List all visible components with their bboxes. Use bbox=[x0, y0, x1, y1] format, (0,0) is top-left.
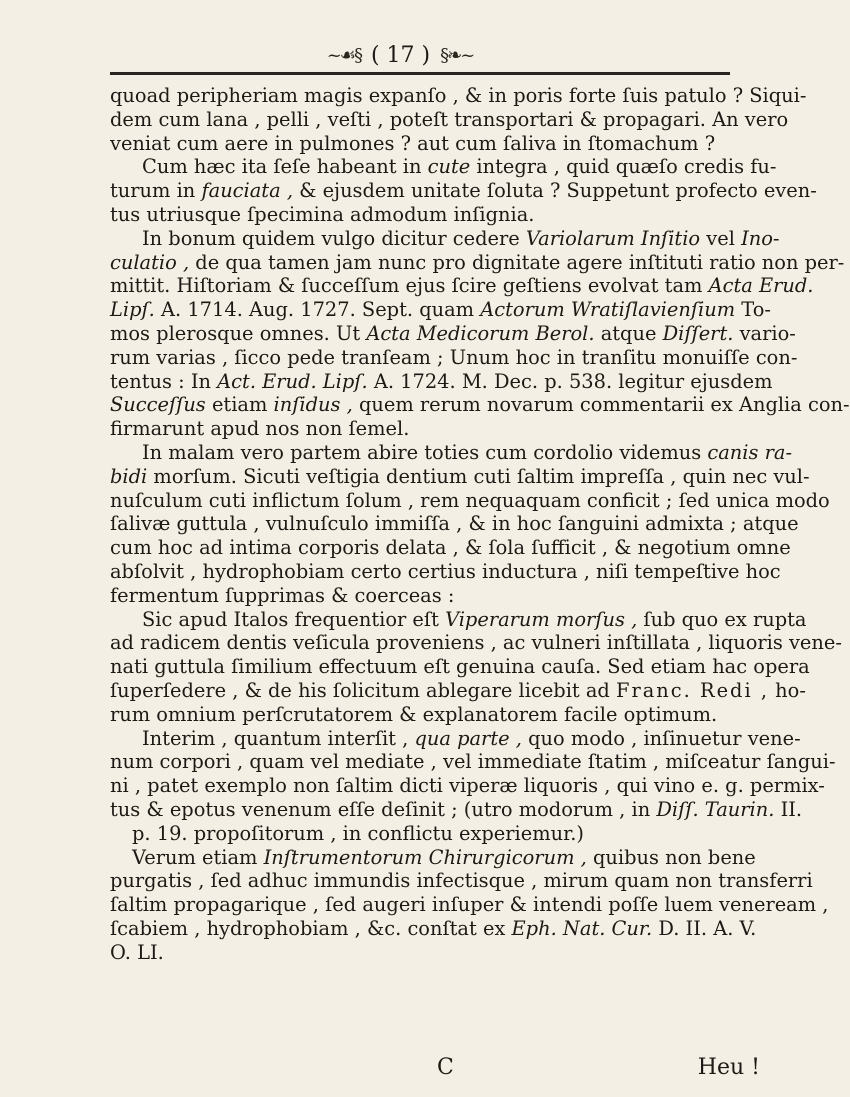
text-line: tentus : In Act. Erud. Lipſ. A. 1724. M. Dec. p. 538. legitur ejusdem bbox=[110, 369, 773, 393]
text-line: Lipſ. A. 1714. Aug. 1727. Sept. quam Actorum Wratiſlavienſium To- bbox=[110, 298, 771, 322]
running-header bbox=[0, 38, 800, 72]
text-line: bidi morſum. Sicuti veſtigia dentium cuti ſaltim impreſſa , quin nec vul- bbox=[110, 464, 810, 488]
text-line: Interim , quantum interſit , qua parte , quo modo , inſinuetur vene- bbox=[142, 726, 801, 750]
text-line: In bonum quidem vulgo dicitur cedere Variolarum Inſitio vel Ino- bbox=[142, 226, 780, 250]
text-line: firmarunt apud nos non ſemel. bbox=[110, 417, 410, 441]
catchword: Heu ! bbox=[697, 1055, 760, 1080]
text-line: ſaltim propagarique , ſed augeri inſuper & intendi poſſe luem veneream , bbox=[110, 893, 829, 917]
ornament-right: §❧~ bbox=[440, 44, 474, 66]
text-line: Cum hæc ita ſeſe habeant in cute integra , quid quæſo credis fu- bbox=[142, 155, 777, 179]
text-line: veniat cum aere in pulmones ? aut cum ſaliva in ſtomachum ? bbox=[110, 131, 716, 155]
text-line: abſolvit , hydrophobiam certo certius inductura , niſi tempeſtive hoc bbox=[110, 559, 781, 583]
text-line: cum hoc ad intima corporis delata , & ſola ſufficit , & negotium omne bbox=[110, 536, 791, 560]
body-text bbox=[110, 84, 850, 964]
text-line: rum omnium perſcrutatorem & explanatorem facile optimum. bbox=[110, 702, 718, 726]
text-line: purgatis , ſed adhuc immundis infectisque , mirum quam non transferri bbox=[110, 869, 813, 893]
text-line: dem cum lana , pelli , veſti , poteſt transportari & propagari. An vero bbox=[110, 107, 789, 131]
text-line: tus utriusque ſpecimina admodum inſignia. bbox=[110, 202, 535, 226]
text-line: rum varias , ſicco pede tranſeam ; Unum hoc in tranſitu monuiſſe con- bbox=[110, 345, 798, 369]
text-line: ſcabiem , hydrophobiam , &c. conſtat ex Eph. Nat. Cur. D. II. A. V. bbox=[110, 916, 757, 940]
text-line: nati guttula ſimilium effectuum eſt genuina cauſa. Sed etiam hac opera bbox=[110, 655, 810, 679]
text-line: turum in fauciata , & ejusdem unitate ſoluta ? Suppetunt profecto even- bbox=[110, 179, 817, 203]
ornament-left: ~☙§ bbox=[326, 44, 361, 66]
text-line: fermentum ſupprimas & coerceas : bbox=[110, 583, 455, 607]
text-line: Sic apud Italos frequentior eſt Viperarum morſus , ſub quo ex rupta bbox=[142, 607, 807, 631]
text-line: In malam vero partem abire toties cum cordolio videmus canis ra- bbox=[142, 440, 792, 464]
text-line: nuſculum cuti inflictum ſolum , rem nequaquam conficit ; ſed unica modo bbox=[110, 488, 830, 512]
signature-mark: C bbox=[437, 1055, 454, 1080]
text-line: culatio , de qua tamen jam nunc pro dignitate agere inſtituti ratio non per- bbox=[110, 250, 845, 274]
page-footer bbox=[0, 1055, 800, 1085]
text-line: mos plerosque omnes. Ut Acta Medicorum Berol. atque Diſſert. vario- bbox=[110, 321, 796, 345]
text-line: Verum etiam Inſtrumentorum Chirurgicorum , quibus non bene bbox=[132, 845, 756, 869]
text-line: ad radicem dentis veſicula proveniens , ac vulneri inſtillata , liquoris vene- bbox=[110, 631, 842, 655]
text-line: num corpori , quam vel mediate , vel immediate ſtatim , miſceatur ſangui- bbox=[110, 750, 836, 774]
text-line: O. LI. bbox=[110, 940, 164, 964]
text-line: Succeſſus etiam inſidus , quem rerum novarum commentarii ex Anglia con- bbox=[110, 393, 850, 417]
text-line: quoad peripheriam magis expanſo , & in poris forte ſuis patulo ? Siqui- bbox=[110, 84, 807, 107]
text-line: ni , patet exemplo non ſaltim dicti viperæ liquoris , qui vino e. g. permix- bbox=[110, 774, 825, 798]
text-line: ſalivæ guttula , vulnuſculo immiſſa , & in hoc ſanguini admixta ; atque bbox=[110, 512, 799, 536]
page-number: ( 17 ) bbox=[370, 42, 431, 68]
text-line: mittit. Hiſtoriam & ſucceſſum ejus ſcire geſtiens evolvat tam Acta Erud. bbox=[110, 274, 814, 298]
text-line: ſuperſedere , & de his ſolicitum ablegare licebit ad Franc. Redi , ho- bbox=[110, 678, 806, 702]
header-rule bbox=[110, 72, 730, 75]
text-line: p. 19. propoſitorum , in conflictu experiemur.) bbox=[132, 821, 584, 845]
text-line: tus & epotus venenum eſſe deſinit ; (utro modorum , in Diſſ. Taurin. II. bbox=[110, 797, 803, 821]
